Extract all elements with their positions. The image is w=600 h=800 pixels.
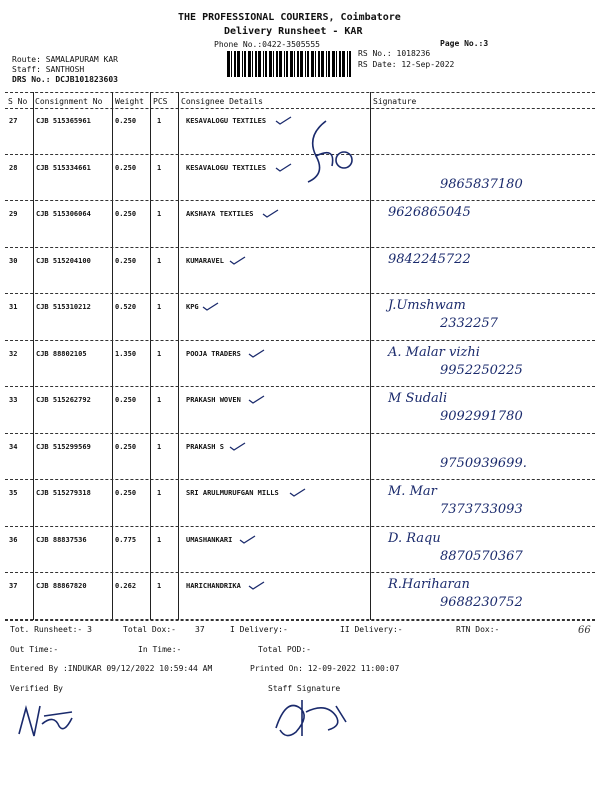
row-phone: 9865837180 — [440, 176, 523, 192]
row-pcs: 1 — [157, 349, 162, 358]
barcode-bar — [227, 51, 230, 77]
barcode-bar — [297, 51, 299, 77]
staff-signature-label: Staff Signature — [268, 684, 341, 693]
rs-number: RS No.: 1018236 — [358, 49, 431, 58]
row-signature: M. Mar — [388, 484, 437, 499]
barcode-bar — [284, 51, 285, 77]
margin-note: 66 — [578, 625, 591, 636]
check-mark-icon — [202, 302, 220, 312]
row-pcs: 1 — [157, 396, 162, 404]
row-pcs: 1 — [157, 582, 162, 590]
verifier-signature — [14, 696, 84, 746]
barcode-bar — [269, 51, 272, 77]
barcode-bar — [300, 51, 303, 77]
rtn-dox: RTN Dox:- — [456, 625, 500, 634]
barcode-bar — [307, 51, 309, 77]
row-phone: 8870570367 — [440, 548, 523, 564]
barcode-bar — [255, 51, 257, 77]
row-sno: 28 — [9, 163, 18, 172]
row-pcs: 1 — [157, 303, 162, 311]
row-pcs: 1 — [157, 163, 162, 172]
row-consignment: CJB 515365961 — [36, 117, 91, 125]
total-pod: Total POD:- — [258, 645, 311, 654]
barcode-bar — [336, 51, 337, 77]
row-consignee: KESAVALOGU TEXTILES — [186, 117, 267, 125]
row-consignment: CJB 515262792 — [36, 396, 91, 404]
runsheet-subtitle: Delivery Runsheet - KAR — [224, 26, 363, 37]
row-weight: 0.250 — [115, 210, 137, 218]
row-consignment: CJB 515310212 — [36, 303, 91, 311]
row-weight: 0.250 — [115, 117, 137, 125]
row-weight: 0.250 — [115, 163, 137, 172]
check-mark-icon — [229, 442, 247, 452]
barcode — [227, 51, 355, 77]
row-pcs: 1 — [157, 210, 162, 218]
page-number: Page No.:3 — [440, 39, 489, 48]
barcode-bar — [276, 51, 278, 77]
out-time: Out Time:- — [10, 645, 59, 654]
row-consignment: CJB 515334661 — [36, 163, 91, 172]
check-mark-icon — [239, 535, 257, 545]
col-sno: S No — [8, 97, 28, 106]
row-consignee: AKSHAYA TEXTILES — [186, 210, 254, 218]
table-row — [0, 341, 600, 388]
row-sno: 35 — [9, 489, 18, 497]
barcode-bar — [248, 51, 251, 77]
row-signature: 9626865045 — [388, 205, 471, 220]
drs-number: DRS No.: DCJB101823603 — [12, 75, 118, 84]
row-signature: D. Raqu — [388, 530, 441, 546]
check-mark-icon — [275, 163, 293, 173]
total-dox-value: 37 — [195, 625, 205, 634]
row-weight: 0.520 — [115, 303, 137, 311]
verified-by: Verified By — [10, 684, 63, 693]
ii-delivery: II Delivery:- — [340, 625, 403, 634]
barcode-bar — [244, 51, 246, 77]
check-mark-icon — [275, 116, 293, 126]
barcode-bar — [332, 51, 335, 77]
table-row — [0, 201, 600, 248]
row-phone: 9750939699. — [440, 455, 527, 471]
row-phone: 7373733093 — [440, 502, 523, 517]
check-mark-icon — [262, 209, 280, 219]
barcode-bar — [242, 51, 243, 77]
barcode-bar — [321, 51, 324, 77]
row-phone: 2332257 — [440, 316, 498, 331]
row-consignment: CJB 515299569 — [36, 442, 91, 451]
barcode-bar — [279, 51, 282, 77]
staff-label: Staff: SANTHOSH — [12, 65, 85, 74]
row-sno: 33 — [9, 396, 18, 404]
scribble-signature — [296, 116, 366, 186]
barcode-bar — [273, 51, 274, 77]
row-signature: 9842245722 — [388, 251, 471, 267]
row-signature: A. Malar vizhi — [388, 344, 480, 360]
row-phone: 9688230752 — [440, 595, 523, 610]
row-consignee: HARICHANDRIKA — [186, 582, 241, 590]
table-row — [0, 434, 600, 481]
barcode-bar — [305, 51, 306, 77]
barcode-bar — [328, 51, 330, 77]
table-row — [0, 480, 600, 527]
barcode-bar — [339, 51, 341, 77]
row-signature: M Sudali — [388, 391, 448, 406]
table-row — [0, 387, 600, 434]
row-consignee: POOJA TRADERS — [186, 349, 241, 358]
check-mark-icon — [248, 581, 266, 591]
barcode-bar — [326, 51, 327, 77]
row-pcs: 1 — [157, 489, 162, 497]
row-consignee: UMASHANKARI — [186, 535, 233, 544]
total-dox-label: Total Dox:- — [123, 625, 176, 634]
col-consignee: Consignee Details — [181, 97, 263, 106]
row-consignee: PRAKASH WOVEN — [186, 396, 241, 404]
barcode-bar — [231, 51, 232, 77]
row-pcs: 1 — [157, 117, 162, 125]
barcode-bar — [263, 51, 264, 77]
printed-on: Printed On: 12-09-2022 11:00:07 — [250, 664, 400, 673]
row-sno: 37 — [9, 582, 18, 590]
row-pcs: 1 — [157, 442, 162, 451]
row-consignment: CJB 515306064 — [36, 210, 91, 218]
row-sno: 36 — [9, 535, 18, 544]
staff-signature — [266, 692, 356, 744]
row-weight: 0.262 — [115, 582, 137, 590]
row-sno: 27 — [9, 117, 18, 125]
barcode-bar — [234, 51, 236, 77]
row-sno: 29 — [9, 210, 18, 218]
barcode-bar — [265, 51, 267, 77]
row-weight: 0.250 — [115, 489, 137, 497]
row-consignment: CJB 515204100 — [36, 256, 91, 265]
barcode-bar — [347, 51, 348, 77]
row-consignment: CJB 88867820 — [36, 582, 87, 590]
route-label: Route: SAMALAPURAM KAR — [12, 55, 118, 64]
row-weight: 1.350 — [115, 349, 137, 358]
col-consignment: Consignment No — [35, 97, 103, 106]
barcode-bar — [252, 51, 253, 77]
i-delivery: I Delivery:- — [230, 625, 288, 634]
col-weight: Weight — [115, 97, 144, 106]
row-weight: 0.250 — [115, 442, 137, 451]
in-time: In Time:- — [138, 645, 182, 654]
row-pcs: 1 — [157, 535, 162, 544]
row-consignment: CJB 88802105 — [36, 349, 87, 358]
row-consignee: PRAKASH S — [186, 442, 224, 451]
row-consignee: KESAVALOGU TEXTILES — [186, 163, 267, 172]
row-weight: 0.775 — [115, 535, 137, 544]
table-row — [0, 248, 600, 295]
company-title: THE PROFESSIONAL COURIERS, Coimbatore — [178, 12, 401, 23]
row-signature: J.Umshwam — [388, 298, 466, 313]
row-signature: R.Hariharan — [388, 577, 470, 592]
entered-by: Entered By :INDUKAR 09/12/2022 10:59:44 AM — [10, 664, 213, 673]
check-mark-icon — [289, 488, 307, 498]
row-phone: 9092991780 — [440, 409, 523, 424]
row-consignee: SRI ARULMURUFGAN MILLS — [186, 489, 279, 497]
row-sno: 30 — [9, 256, 18, 265]
row-sno: 32 — [9, 349, 18, 358]
table-row — [0, 527, 600, 574]
barcode-bar — [342, 51, 345, 77]
row-consignment: CJB 515279318 — [36, 489, 91, 497]
col-pcs: PCS — [153, 97, 168, 106]
check-mark-icon — [248, 395, 266, 405]
barcode-bar — [237, 51, 240, 77]
barcode-bar — [286, 51, 288, 77]
row-consignment: CJB 88837536 — [36, 535, 87, 544]
barcode-bar — [318, 51, 320, 77]
barcode-bar — [311, 51, 314, 77]
phone-number: Phone No.:0422-3505555 — [214, 40, 320, 49]
check-mark-icon — [248, 349, 266, 359]
tot-runsheet: Tot. Runsheet:- 3 — [10, 625, 92, 634]
col-signature: Signature — [373, 97, 417, 106]
row-weight: 0.250 — [115, 256, 137, 265]
barcode-bar — [258, 51, 261, 77]
row-consignee: KUMARAVEL — [186, 256, 224, 265]
barcode-bar — [315, 51, 316, 77]
table-row — [0, 573, 600, 620]
row-phone: 9952250225 — [440, 362, 523, 378]
rs-date: RS Date: 12-Sep-2022 — [358, 60, 455, 69]
check-mark-icon — [229, 256, 247, 266]
barcode-bar — [349, 51, 351, 77]
barcode-bar — [290, 51, 293, 77]
row-pcs: 1 — [157, 256, 162, 265]
row-consignee: KPG — [186, 303, 199, 311]
row-sno: 34 — [9, 442, 18, 451]
row-weight: 0.250 — [115, 396, 137, 404]
barcode-bar — [294, 51, 295, 77]
row-sno: 31 — [9, 303, 18, 311]
table-row — [0, 294, 600, 341]
